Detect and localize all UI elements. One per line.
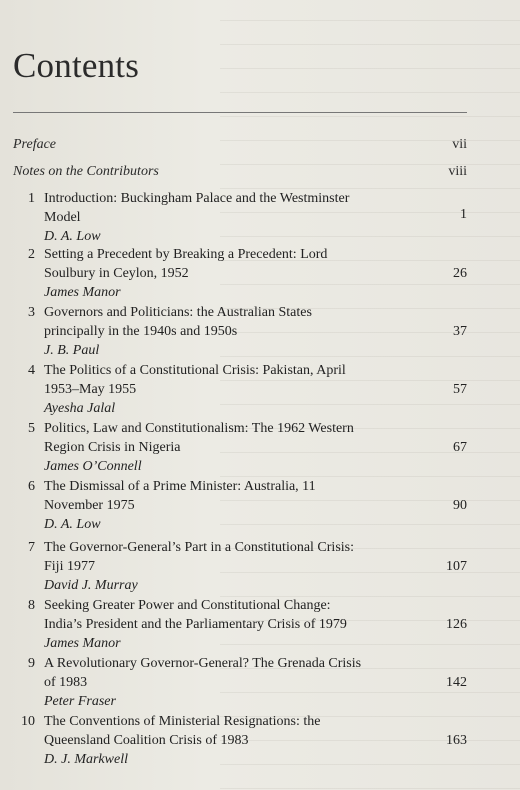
chapter-author: D. A. Low (44, 229, 101, 244)
chapter-title-line: The Governor-General’s Part in a Constitutional Crisis: (44, 540, 354, 555)
chapter-author: D. J. Markwell (44, 752, 128, 767)
chapter-body (44, 419, 414, 476)
chapter-title-line: The Politics of a Constitutional Crisis: Pakistan, April (44, 363, 346, 378)
chapter-title-line: Seeking Greater Power and Constitutional Change: (44, 598, 331, 613)
chapter-number: 6 (28, 479, 35, 494)
chapter-body (44, 245, 414, 302)
chapter-title-line: The Conventions of Ministerial Resignations: the (44, 714, 321, 729)
chapter-title-line: Soulbury in Ceylon, 1952 (44, 266, 189, 281)
chapter-number: 10 (21, 714, 35, 729)
chapter-number: 5 (28, 421, 35, 436)
chapter-title-line: of 1983 (44, 675, 88, 690)
chapter-author: D. A. Low (44, 517, 101, 532)
chapter-number: 9 (28, 656, 35, 671)
front-page-number: viii (448, 164, 467, 179)
chapter-body (44, 189, 414, 246)
chapter-number: 4 (28, 363, 35, 378)
chapter-title-line: Queensland Coalition Crisis of 1983 (44, 733, 249, 748)
chapter-page-number: 1 (460, 207, 467, 222)
chapter-title-line: Governors and Politicians: the Australian States (44, 305, 312, 320)
chapter-author: David J. Murray (44, 578, 138, 593)
chapter-number: 8 (28, 598, 35, 613)
chapter-author: J. B. Paul (44, 343, 100, 358)
chapter-title-line: principally in the 1940s and 1950s (44, 324, 238, 339)
title-rule (13, 112, 467, 113)
chapter-title-line: Fiji 1977 (44, 559, 95, 574)
chapter-author: Peter Fraser (44, 694, 116, 709)
chapter-title-line: Setting a Precedent by Breaking a Precedent: Lord (44, 247, 328, 262)
chapter-number: 2 (28, 247, 35, 262)
chapter-author: James O’Connell (44, 459, 142, 474)
chapter-number: 7 (28, 540, 35, 555)
front-label: Notes on the Contributors (13, 164, 159, 179)
chapter-body (44, 303, 414, 360)
chapter-title-line: Region Crisis in Nigeria (44, 440, 181, 455)
chapter-page-number: 37 (453, 324, 467, 339)
chapter-page-number: 126 (446, 617, 467, 632)
chapter-page-number: 142 (446, 675, 467, 690)
chapter-body (44, 361, 414, 418)
chapter-title-line: 1953–May 1955 (44, 382, 137, 397)
chapter-body (44, 538, 414, 595)
chapter-title-line: A Revolutionary Governor-General? The Grenada Crisis (44, 656, 362, 671)
page-title: Contents (13, 46, 140, 85)
front-page-number: vii (452, 137, 467, 152)
chapter-author: Ayesha Jalal (44, 401, 116, 416)
chapter-author: James Manor (44, 636, 121, 651)
chapter-title-line: Model (44, 210, 81, 225)
chapter-body (44, 596, 414, 653)
chapter-page-number: 57 (453, 382, 467, 397)
chapter-page-number: 67 (453, 440, 467, 455)
front-label: Preface (13, 137, 57, 152)
chapter-title-line: Politics, Law and Constitutionalism: The 1962 Western (44, 421, 354, 436)
chapter-number: 3 (28, 305, 35, 320)
chapter-page-number: 90 (453, 498, 467, 513)
chapter-number: 1 (28, 191, 35, 206)
chapter-title-line: India’s President and the Parliamentary Crisis of 1979 (44, 617, 347, 632)
chapter-body (44, 712, 414, 769)
toc-front-contributors (13, 163, 467, 181)
chapter-body (44, 654, 414, 711)
chapter-title-line: Introduction: Buckingham Palace and the Westminster (44, 191, 350, 206)
chapter-title-line: The Dismissal of a Prime Minister: Australia, 11 (44, 479, 316, 494)
chapter-page-number: 107 (446, 559, 467, 574)
chapter-body (44, 477, 414, 534)
toc-front-preface (13, 136, 467, 154)
chapter-page-number: 26 (453, 266, 467, 281)
chapter-title-line: November 1975 (44, 498, 135, 513)
chapter-page-number: 163 (446, 733, 467, 748)
chapter-author: James Manor (44, 285, 121, 300)
